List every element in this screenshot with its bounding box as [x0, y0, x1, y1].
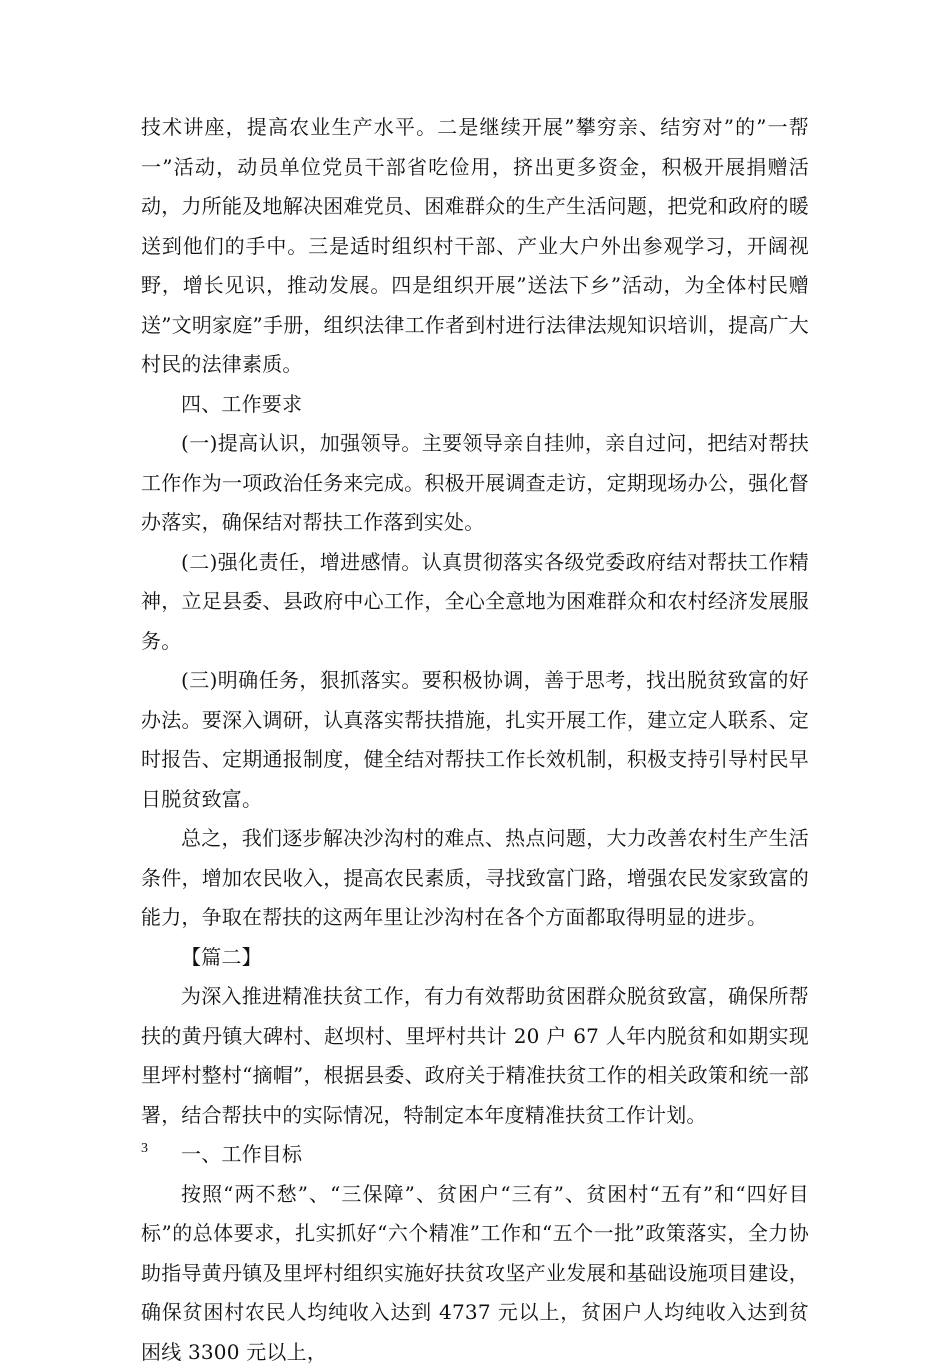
section-heading-work-requirements: 四、工作要求 [141, 385, 809, 425]
paragraph-requirement-3: (三)明确任务，狠抓落实。要积极协调，善于思考，找出脱贫致富的好办法。要深入调研，认真落实帮扶措施，扎实开展工作，建立定人联系、定时报告、定期通报制度，健全结对帮扶工作长效机制，积极支持引导村民早日脱贫致富。 [141, 661, 809, 819]
page-number: 3 [141, 1140, 148, 1158]
paragraph-part-two-intro: 为深入推进精准扶贫工作，有力有效帮助贫困群众脱贫致富，确保所帮扶的黄丹镇大碑村、赵坝村、里坪村共计 20 户 67 人年内脱贫和如期实现里坪村整村“摘帽”，根据县委、政府关于精准扶贫工作的相关政策和统一部署，结合帮扶中的实际情况，特制定本年度精准扶贫工作计划。 [141, 977, 809, 1135]
paragraph-requirement-2: (二)强化责任，增进感情。认真贯彻落实各级党委政府结对帮扶工作精神，立足县委、县政府中心工作，全心全意地为困难群众和农村经济发展服务。 [141, 543, 809, 662]
document-body [141, 108, 809, 1372]
paragraph-requirement-1: (一)提高认识，加强领导。主要领导亲自挂帅，亲自过问，把结对帮扶工作作为一项政治任务来完成。积极开展调查走访，定期现场办公，强化督办落实，确保结对帮扶工作落到实处。 [141, 424, 809, 543]
paragraph-summary: 总之，我们逐步解决沙沟村的难点、热点问题，大力改善农村生产生活条件，增加农民收入，提高农民素质，寻找致富门路，增强农民发家致富的能力，争取在帮扶的这两年里让沙沟村在各个方面都取得明显的进步。 [141, 819, 809, 938]
paragraph-continuation: 技术讲座，提高农业生产水平。二是继续开展”攀穷亲、结穷对”的”一帮一”活动，动员单位党员干部省吃俭用，挤出更多资金，积极开展捐赠活动，力所能及地解决困难党员、困难群众的生产生活问题，把党和政府的暖送到他们的手中。三是适时组织村干部、产业大户外出参观学习，开阔视野，增长见识，推动发展。四是组织开展”送法下乡”活动，为全体村民赠送”文明家庭”手册，组织法律工作者到村进行法律法规知识培训，提高广大村民的法律素质。 [141, 108, 809, 385]
part-two-heading: 【篇二】 [141, 938, 809, 978]
section-heading-work-goals: 一、工作目标 [141, 1135, 809, 1175]
paragraph-work-goals: 按照“两不愁”、“三保障”、贫困户“三有”、贫困村“五有”和“四好目标”的总体要求，扎实抓好“六个精准”工作和“五个一批”政策落实，全力协助指导黄丹镇及里坪村组织实施好扶贫攻坚产业发展和基础设施项目建设，确保贫困村农民人均纯收入达到 4737 元以上，贫困户人均纯收入达到贫困线 3300 元以上， [141, 1175, 809, 1372]
